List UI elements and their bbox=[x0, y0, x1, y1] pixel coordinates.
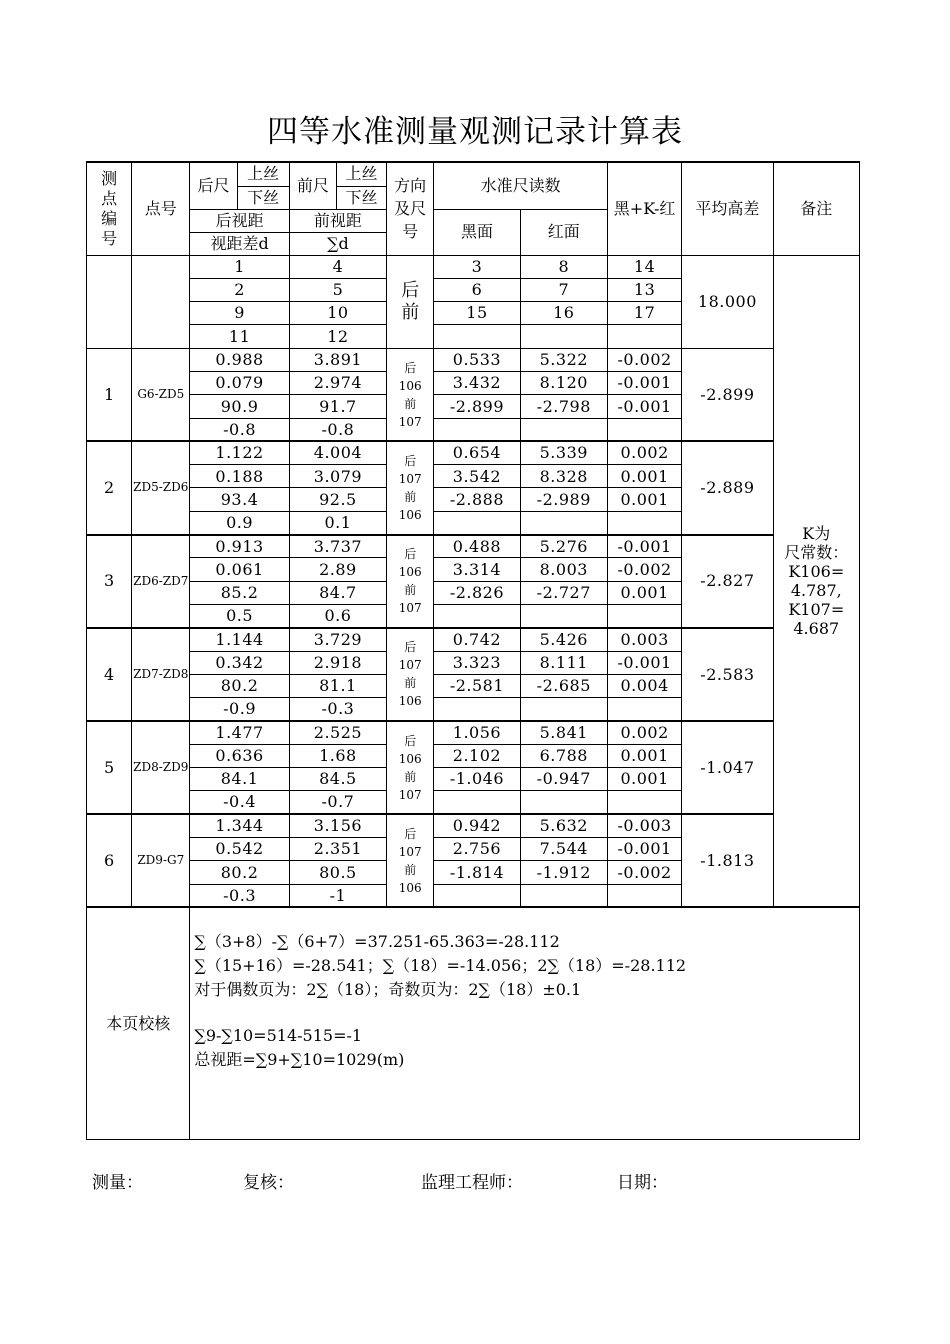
station-3-front-3: 0.6 bbox=[289, 604, 386, 627]
station-6-front-3: -1 bbox=[289, 884, 386, 907]
example-back-1: 2 bbox=[190, 278, 289, 301]
station-5-mean-height-diff: -1.047 bbox=[682, 721, 773, 814]
header-back-distance: 后视距 bbox=[190, 209, 289, 232]
station-5-black-0: 1.056 bbox=[434, 721, 520, 744]
example-front-3: 12 bbox=[289, 325, 386, 348]
example-back-3: 11 bbox=[190, 325, 289, 348]
station-1-back-3: -0.8 bbox=[190, 418, 289, 441]
example-black-empty bbox=[434, 325, 520, 348]
station-4-bkr-0: 0.003 bbox=[607, 628, 681, 651]
station-3-red-2: -2.727 bbox=[520, 581, 607, 604]
station-4-direction bbox=[387, 628, 434, 721]
example-bkr-0: 14 bbox=[607, 255, 681, 278]
station-4-front-0: 3.729 bbox=[289, 628, 386, 651]
station-4-direction-2: 前 bbox=[404, 676, 417, 691]
station-3-front-1: 2.89 bbox=[289, 558, 386, 581]
station-3-direction-3: 107 bbox=[398, 601, 422, 616]
station-1-direction-3: 107 bbox=[398, 414, 422, 429]
station-4-black-empty bbox=[434, 698, 520, 721]
station-2-back-0: 1.122 bbox=[190, 441, 289, 464]
example-bkr-empty bbox=[607, 325, 681, 348]
station-1-back-2: 90.9 bbox=[190, 395, 289, 418]
station-1-direction-1: 106 bbox=[398, 378, 422, 393]
station-2-point-no: ZD5-ZD6 bbox=[132, 441, 190, 534]
station-2-bkr-2: 0.001 bbox=[607, 488, 681, 511]
station-5-black-2: -1.046 bbox=[434, 768, 520, 791]
station-2-front-2: 92.5 bbox=[289, 488, 386, 511]
station-2-back-1: 0.188 bbox=[190, 465, 289, 488]
station-3-direction bbox=[387, 535, 434, 628]
station-1-direction-2: 前 bbox=[404, 396, 417, 411]
check-line: 总视距=∑9+∑10=1029(m) bbox=[194, 1050, 405, 1070]
station-5-bkr-2: 0.001 bbox=[607, 768, 681, 791]
check-line bbox=[194, 1002, 859, 1024]
station-4-mean-height-diff: -2.583 bbox=[682, 628, 773, 721]
station-6-front-1: 2.351 bbox=[289, 837, 386, 860]
example-back-2: 9 bbox=[190, 302, 289, 325]
check-line: ∑（15+16）=-28.541；∑（18）=-14.056；2∑（18）=-28.112 bbox=[194, 956, 687, 976]
station-4-direction-0: 后 bbox=[404, 640, 417, 655]
station-6-bkr-0: -0.003 bbox=[607, 814, 681, 837]
header-mean-height-diff: 平均高差 bbox=[682, 162, 773, 255]
station-1-back-0: 0.988 bbox=[190, 348, 289, 371]
station-3-front-2: 84.7 bbox=[289, 581, 386, 604]
station-3-red-0: 5.276 bbox=[520, 535, 607, 558]
station-5-station-no: 5 bbox=[87, 721, 132, 814]
header-back-lower-wire: 下丝 bbox=[237, 186, 289, 209]
footer-date: 日期： bbox=[617, 1173, 668, 1193]
station-3-back-1: 0.061 bbox=[190, 558, 289, 581]
header-direction: 方向及尺号 bbox=[387, 162, 434, 255]
station-5-black-empty bbox=[434, 791, 520, 814]
station-2-back-3: 0.9 bbox=[190, 511, 289, 534]
station-2-front-1: 3.079 bbox=[289, 465, 386, 488]
station-4-red-1: 8.111 bbox=[520, 651, 607, 674]
station-6-bkr-2: -0.002 bbox=[607, 861, 681, 884]
station-1-front-3: -0.8 bbox=[289, 418, 386, 441]
remark-line: K为 bbox=[802, 523, 831, 543]
station-1-direction bbox=[387, 348, 434, 441]
station-3-black-empty bbox=[434, 604, 520, 627]
station-5-red-2: -0.947 bbox=[520, 768, 607, 791]
check-line: ∑9-∑10=514-515=-1 bbox=[194, 1026, 363, 1046]
example-back-0: 1 bbox=[190, 255, 289, 278]
header-back-upper-wire: 上丝 bbox=[237, 162, 289, 186]
station-5-back-3: -0.4 bbox=[190, 791, 289, 814]
station-4-black-0: 0.742 bbox=[434, 628, 520, 651]
header-distance-diff: 视距差d bbox=[190, 232, 289, 255]
header-front-distance: 前视距 bbox=[289, 209, 386, 232]
example-direction bbox=[387, 255, 434, 348]
station-4-red-2: -2.685 bbox=[520, 674, 607, 697]
header-point-no: 点号 bbox=[132, 162, 190, 255]
station-4-point-no: ZD7-ZD8 bbox=[132, 628, 190, 721]
station-3-bkr-empty bbox=[607, 604, 681, 627]
station-5-red-empty bbox=[520, 791, 607, 814]
station-3-point-no: ZD6-ZD7 bbox=[132, 535, 190, 628]
station-2-direction-3: 106 bbox=[398, 507, 422, 522]
station-1-bkr-0: -0.002 bbox=[607, 348, 681, 371]
header-remark: 备注 bbox=[773, 162, 859, 255]
station-6-station-no: 6 bbox=[87, 814, 132, 907]
station-3-front-0: 3.737 bbox=[289, 535, 386, 558]
station-1-front-2: 91.7 bbox=[289, 395, 386, 418]
station-5-bkr-0: 0.002 bbox=[607, 721, 681, 744]
station-6-point-no: ZD9-G7 bbox=[132, 814, 190, 907]
station-5-red-1: 6.788 bbox=[520, 744, 607, 767]
station-4-front-2: 81.1 bbox=[289, 674, 386, 697]
station-5-black-1: 2.102 bbox=[434, 744, 520, 767]
header-back-staff: 后尺 bbox=[190, 162, 237, 209]
station-3-red-empty bbox=[520, 604, 607, 627]
station-3-station-no: 3 bbox=[87, 535, 132, 628]
station-3-bkr-0: -0.001 bbox=[607, 535, 681, 558]
station-6-black-2: -1.814 bbox=[434, 861, 520, 884]
station-5-direction-1: 106 bbox=[398, 751, 422, 766]
station-3-red-1: 8.003 bbox=[520, 558, 607, 581]
station-3-mean-height-diff: -2.827 bbox=[682, 535, 773, 628]
station-6-black-1: 2.756 bbox=[434, 837, 520, 860]
station-2-black-2: -2.888 bbox=[434, 488, 520, 511]
station-2-direction bbox=[387, 441, 434, 534]
station-2-black-empty bbox=[434, 511, 520, 534]
remark-line: 尺常数： bbox=[784, 542, 849, 562]
check-line: 对于偶数页为：2∑（18）；奇数页为：2∑（18）±0.1 bbox=[194, 980, 582, 1000]
station-3-bkr-1: -0.002 bbox=[607, 558, 681, 581]
header-front-upper-wire: 上丝 bbox=[336, 162, 386, 186]
example-black-0: 3 bbox=[434, 255, 520, 278]
station-2-bkr-empty bbox=[607, 511, 681, 534]
station-1-bkr-empty bbox=[607, 418, 681, 441]
station-6-back-3: -0.3 bbox=[190, 884, 289, 907]
station-5-front-1: 1.68 bbox=[289, 744, 386, 767]
station-3-back-0: 0.913 bbox=[190, 535, 289, 558]
station-1-bkr-1: -0.001 bbox=[607, 371, 681, 394]
station-5-direction-3: 107 bbox=[398, 787, 422, 802]
station-2-direction-2: 前 bbox=[404, 489, 417, 504]
station-2-red-empty bbox=[520, 511, 607, 534]
example-black-2: 15 bbox=[434, 302, 520, 325]
example-bkr-2: 17 bbox=[607, 302, 681, 325]
station-5-back-0: 1.477 bbox=[190, 721, 289, 744]
station-2-black-1: 3.542 bbox=[434, 465, 520, 488]
station-6-direction-2: 前 bbox=[404, 862, 417, 877]
station-2-mean-height-diff: -2.889 bbox=[682, 441, 773, 534]
station-2-back-2: 93.4 bbox=[190, 488, 289, 511]
station-6-direction bbox=[387, 814, 434, 907]
station-2-bkr-0: 0.002 bbox=[607, 441, 681, 464]
station-2-bkr-1: 0.001 bbox=[607, 465, 681, 488]
station-5-direction-2: 前 bbox=[404, 769, 417, 784]
station-4-front-1: 2.918 bbox=[289, 651, 386, 674]
station-6-bkr-empty bbox=[607, 884, 681, 907]
example-bkr-1: 13 bbox=[607, 278, 681, 301]
station-4-direction-1: 107 bbox=[398, 658, 422, 673]
station-1-front-0: 3.891 bbox=[289, 348, 386, 371]
station-4-front-3: -0.3 bbox=[289, 698, 386, 721]
station-5-front-2: 84.5 bbox=[289, 768, 386, 791]
station-6-back-0: 1.344 bbox=[190, 814, 289, 837]
station-4-back-2: 80.2 bbox=[190, 674, 289, 697]
remark-line: 4.787, bbox=[790, 580, 842, 600]
station-1-back-1: 0.079 bbox=[190, 371, 289, 394]
example-direction-0: 后 bbox=[401, 279, 420, 301]
footer-supervisor: 监理工程师： bbox=[421, 1173, 523, 1193]
station-1-black-2: -2.899 bbox=[434, 395, 520, 418]
header-bkr: 黑+K-红 bbox=[607, 162, 681, 255]
station-5-direction bbox=[387, 721, 434, 814]
station-2-direction-1: 107 bbox=[398, 471, 422, 486]
station-4-back-1: 0.342 bbox=[190, 651, 289, 674]
check-line: ∑（3+8）-∑（6+7）=37.251-65.363=-28.112 bbox=[194, 932, 560, 952]
station-4-direction-3: 106 bbox=[398, 694, 422, 709]
leveling-record-table bbox=[86, 161, 860, 1140]
station-6-back-1: 0.542 bbox=[190, 837, 289, 860]
station-2-red-2: -2.989 bbox=[520, 488, 607, 511]
station-6-bkr-1: -0.001 bbox=[607, 837, 681, 860]
station-1-black-empty bbox=[434, 418, 520, 441]
station-4-red-0: 5.426 bbox=[520, 628, 607, 651]
station-6-red-2: -1.912 bbox=[520, 861, 607, 884]
station-6-black-empty bbox=[434, 884, 520, 907]
example-red-2: 16 bbox=[520, 302, 607, 325]
station-1-black-1: 3.432 bbox=[434, 371, 520, 394]
station-5-front-0: 2.525 bbox=[289, 721, 386, 744]
station-4-bkr-2: 0.004 bbox=[607, 674, 681, 697]
example-direction-1: 前 bbox=[401, 301, 420, 323]
check-body bbox=[190, 907, 860, 1139]
station-4-bkr-1: -0.001 bbox=[607, 651, 681, 674]
station-5-point-no: ZD8-ZD9 bbox=[132, 721, 190, 814]
station-3-back-2: 85.2 bbox=[190, 581, 289, 604]
station-1-direction-0: 后 bbox=[404, 360, 417, 375]
station-1-bkr-2: -0.001 bbox=[607, 395, 681, 418]
header-red-face: 红面 bbox=[520, 209, 607, 255]
station-1-front-1: 2.974 bbox=[289, 371, 386, 394]
station-5-red-0: 5.841 bbox=[520, 721, 607, 744]
station-4-red-empty bbox=[520, 698, 607, 721]
page-title: 四等水准测量观测记录计算表 bbox=[267, 114, 683, 150]
station-6-mean-height-diff: -1.813 bbox=[682, 814, 773, 907]
station-2-black-0: 0.654 bbox=[434, 441, 520, 464]
station-1-station-no: 1 bbox=[87, 348, 132, 441]
footer-measure: 测量： bbox=[92, 1173, 143, 1193]
header-front-staff: 前尺 bbox=[289, 162, 336, 209]
station-2-red-1: 8.328 bbox=[520, 465, 607, 488]
station-4-back-3: -0.9 bbox=[190, 698, 289, 721]
check-label: 本页校核 bbox=[87, 907, 190, 1139]
remark-cell bbox=[773, 255, 859, 907]
station-3-black-0: 0.488 bbox=[434, 535, 520, 558]
header-black-face: 黑面 bbox=[434, 209, 520, 255]
example-red-empty bbox=[520, 325, 607, 348]
station-2-direction-0: 后 bbox=[404, 453, 417, 468]
station-4-black-1: 3.323 bbox=[434, 651, 520, 674]
station-6-back-2: 80.2 bbox=[190, 861, 289, 884]
example-red-1: 7 bbox=[520, 278, 607, 301]
example-front-1: 5 bbox=[289, 278, 386, 301]
station-6-red-empty bbox=[520, 884, 607, 907]
station-5-bkr-1: 0.001 bbox=[607, 744, 681, 767]
header-sum-d: ∑d bbox=[289, 232, 386, 255]
station-6-direction-3: 106 bbox=[398, 880, 422, 895]
station-1-mean-height-diff: -2.899 bbox=[682, 348, 773, 441]
station-4-back-0: 1.144 bbox=[190, 628, 289, 651]
station-5-front-3: -0.7 bbox=[289, 791, 386, 814]
station-1-black-0: 0.533 bbox=[434, 348, 520, 371]
station-2-front-3: 0.1 bbox=[289, 511, 386, 534]
example-front-0: 4 bbox=[289, 255, 386, 278]
remark-line: 4.687 bbox=[793, 618, 840, 638]
station-5-back-2: 84.1 bbox=[190, 768, 289, 791]
station-4-bkr-empty bbox=[607, 698, 681, 721]
station-5-bkr-empty bbox=[607, 791, 681, 814]
header-readings: 水准尺读数 bbox=[434, 162, 608, 209]
station-6-front-2: 80.5 bbox=[289, 861, 386, 884]
station-1-red-2: -2.798 bbox=[520, 395, 607, 418]
example-front-2: 10 bbox=[289, 302, 386, 325]
remark-line: K107= bbox=[788, 599, 845, 619]
station-6-direction-0: 后 bbox=[404, 826, 417, 841]
header-front-lower-wire: 下丝 bbox=[336, 186, 386, 209]
example-mean-height-diff: 18.000 bbox=[682, 255, 773, 348]
station-1-point-no: G6-ZD5 bbox=[132, 348, 190, 441]
example-point-no bbox=[132, 255, 190, 348]
station-1-red-0: 5.322 bbox=[520, 348, 607, 371]
example-red-0: 8 bbox=[520, 255, 607, 278]
station-2-front-0: 4.004 bbox=[289, 441, 386, 464]
station-6-black-0: 0.942 bbox=[434, 814, 520, 837]
station-5-direction-0: 后 bbox=[404, 733, 417, 748]
footer-review: 复核： bbox=[243, 1173, 294, 1193]
station-1-red-1: 8.120 bbox=[520, 371, 607, 394]
station-6-front-0: 3.156 bbox=[289, 814, 386, 837]
example-station-no bbox=[87, 255, 132, 348]
example-black-1: 6 bbox=[434, 278, 520, 301]
station-5-back-1: 0.636 bbox=[190, 744, 289, 767]
station-3-direction-0: 后 bbox=[404, 547, 417, 562]
signature-footer bbox=[0, 1168, 950, 1192]
station-3-black-1: 3.314 bbox=[434, 558, 520, 581]
station-1-red-empty bbox=[520, 418, 607, 441]
station-3-direction-1: 106 bbox=[398, 565, 422, 580]
remark-line: K106= bbox=[788, 561, 845, 581]
station-3-black-2: -2.826 bbox=[434, 581, 520, 604]
station-3-direction-2: 前 bbox=[404, 583, 417, 598]
station-6-direction-1: 107 bbox=[398, 844, 422, 859]
station-3-bkr-2: 0.001 bbox=[607, 581, 681, 604]
station-2-red-0: 5.339 bbox=[520, 441, 607, 464]
station-3-back-3: 0.5 bbox=[190, 604, 289, 627]
station-4-station-no: 4 bbox=[87, 628, 132, 721]
station-2-station-no: 2 bbox=[87, 441, 132, 534]
station-4-black-2: -2.581 bbox=[434, 674, 520, 697]
header-station-no: 测点编号 bbox=[87, 162, 132, 255]
station-6-red-0: 5.632 bbox=[520, 814, 607, 837]
station-6-red-1: 7.544 bbox=[520, 837, 607, 860]
